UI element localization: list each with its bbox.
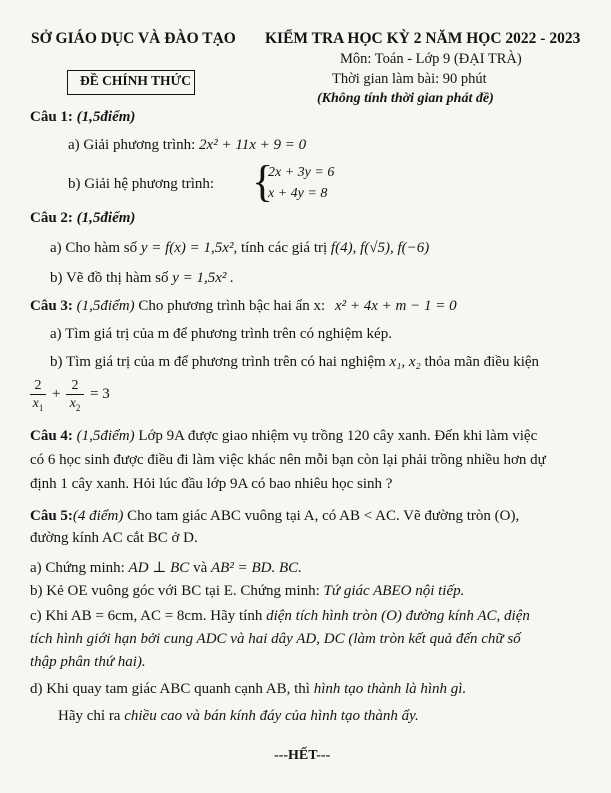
q3-fraction-2-subscript: 2: [75, 402, 81, 413]
q1b-equation-2: x + 4y = 8: [268, 186, 328, 201]
q5-label: Câu 5:: [30, 508, 73, 524]
q3-fraction-1-subscript: 1: [38, 402, 44, 413]
q4-points: (1,5điểm): [76, 428, 135, 444]
q5-part-c-line-2: [30, 631, 521, 648]
q5e-italic: chiều cao và bán kính đáy của hình tạo thành ấy.: [124, 708, 419, 724]
q5a-and: và: [193, 560, 208, 576]
q2a-prefix: a) Cho hàm số: [50, 240, 138, 256]
q4-line-3: định 1 cây xanh. Hỏi lúc đầu lớp 9A có bao nhiêu học sinh ?: [30, 476, 393, 492]
q3-fraction-2-denominator: x: [69, 396, 76, 411]
system-brace: {: [252, 157, 274, 206]
q1a-text: a) Giải phương trình:: [68, 137, 196, 153]
q2b-function: y = 1,5x² .: [172, 270, 234, 286]
q5c-prefix: c) Khi AB = 6cm, AC = 8cm. Hãy tính: [30, 608, 263, 624]
q2-heading: [30, 210, 135, 227]
q5e-prefix: Hãy chỉ ra: [58, 708, 121, 724]
department-name: SỞ GIÁO DỤC VÀ ĐÀO TẠO: [31, 30, 236, 47]
exam-title: KIỂM TRA HỌC KỲ 2 NĂM HỌC 2022 - 2023: [265, 30, 581, 47]
q4-label: Câu 4:: [30, 428, 73, 444]
q5c-italic-2: tích hình giới hạn bởi cung ADC và hai dây AD, DC: [30, 631, 345, 647]
q5d-prefix: d) Khi quay tam giác ABC quanh cạnh AB, thì: [30, 681, 310, 697]
q3-fraction-2-numerator: 2: [71, 378, 79, 393]
q5c-italic-2b: (làm tròn kết quả đến chữ số: [348, 631, 521, 647]
q5c-italic-1: diện tích hình tròn (O) đường kính AC, diện: [266, 608, 530, 624]
q5d-italic: hình tạo thành là hình gì.: [313, 681, 467, 697]
time-note: (Không tính thời gian phát đề): [317, 91, 494, 106]
q5-part-e: [58, 708, 419, 725]
q1-points: (1,5điểm): [76, 109, 136, 125]
q1a-equation: 2x² + 11x + 9 = 0: [199, 137, 307, 153]
q2-part-b: [50, 270, 234, 287]
q5b-prefix: b) Kẻ OE vuông góc với BC tại E. Chứng minh:: [30, 583, 320, 599]
q3-fraction-1-denominator: x: [32, 396, 39, 411]
q3-points: (1,5điểm): [76, 298, 135, 314]
q5-part-b: [30, 583, 464, 600]
q3-fraction-1-numerator: 2: [34, 378, 42, 393]
q1-heading: [30, 109, 135, 126]
q5c-italic-3: thập phân thứ hai).: [30, 654, 146, 670]
q5-text-1: Cho tam giác ABC vuông tại A, có AB < AC. Vẽ đường tròn (O),: [127, 508, 520, 524]
q4-line-1: [30, 428, 537, 445]
q5-line-2: đường kính AC cắt BC ở D.: [30, 530, 198, 546]
official-label: ĐỀ CHÍNH THỨC: [80, 73, 192, 88]
q5-points: (4 điểm): [72, 508, 124, 524]
q3-heading: [30, 298, 457, 315]
q5-part-a: [30, 558, 302, 577]
q3b-condition: thỏa mãn điều kiện: [424, 354, 540, 370]
duration-line: Thời gian làm bài: 90 phút: [332, 71, 487, 87]
q3-fraction-rhs: = 3: [90, 386, 110, 402]
q1b-equation-1: 2x + 3y = 6: [268, 165, 335, 180]
subject-line: Môn: Toán - Lớp 9 (ĐẠI TRÀ): [340, 51, 522, 67]
q3-intro: Cho phương trình bậc hai ẩn x:: [138, 298, 326, 314]
q3a-text: a) Tìm giá trị của m để phương trình trên có nghiệm kép.: [50, 326, 392, 342]
q2-part-a: [50, 240, 429, 257]
q1-label: Câu 1:: [30, 109, 73, 125]
q2a-values: f(4), f(√5), f(−6): [330, 240, 430, 256]
q5-part-c-line-1: [30, 608, 530, 625]
q2-label: Câu 2:: [30, 210, 73, 226]
q2-points: (1,5điểm): [76, 210, 136, 226]
q3-fraction-2: [66, 378, 84, 416]
q5b-italic: Tứ giác ABEO nội tiếp.: [323, 583, 465, 599]
q5a-math-1: AD ⊥ BC: [128, 560, 190, 576]
end-marker: ---HẾT---: [274, 748, 331, 763]
q3b-roots: x₁, x₂: [389, 354, 421, 370]
q2a-function: y = f(x) = 1,5x²: [140, 240, 234, 256]
q2b-prefix: b) Vẽ đồ thị hàm số: [50, 270, 169, 286]
q2a-mid: , tính các giá trị: [233, 240, 328, 256]
q5a-prefix: a) Chứng minh:: [30, 560, 125, 576]
q3-plus-sign: +: [52, 386, 61, 402]
q4-line-2: có 6 học sinh được điều đi làm việc khác nên mỗi bạn còn lại phải trồng nhiều hơn dự: [30, 452, 546, 468]
q3-part-b: [50, 354, 539, 371]
q1-part-a: [68, 137, 306, 154]
q5a-math-2: AB² = BD. BC.: [211, 560, 302, 576]
q5-line-1: [30, 508, 519, 525]
q3-equation: x² + 4x + m − 1 = 0: [334, 298, 457, 314]
q1b-text: b) Giải hệ phương trình:: [68, 176, 215, 192]
q3-label: Câu 3:: [30, 298, 73, 314]
q4-text-1: Lớp 9A được giao nhiệm vụ trồng 120 cây xanh. Đến khi làm việc: [138, 428, 538, 444]
q3-fraction-1: [30, 378, 46, 416]
q5-part-d: [30, 681, 466, 698]
q3b-text: b) Tìm giá trị của m để phương trình trên có hai nghiệm: [50, 354, 386, 370]
